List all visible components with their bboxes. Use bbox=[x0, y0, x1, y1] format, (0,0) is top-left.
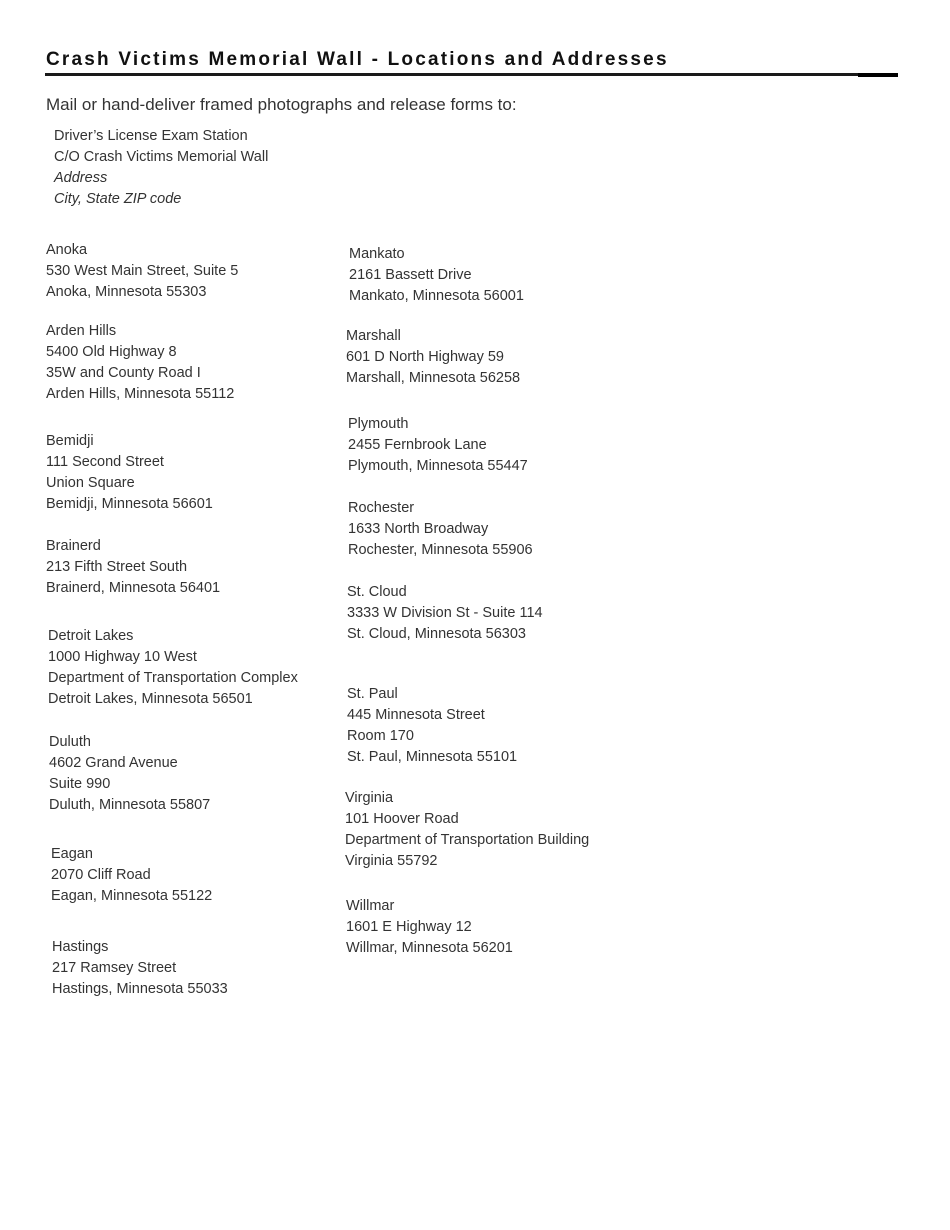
location-name: Virginia bbox=[345, 790, 394, 806]
address-line: Suite 990 bbox=[49, 776, 111, 792]
location-rochester bbox=[348, 498, 533, 561]
address-line: 4602 Grand Avenue bbox=[49, 755, 178, 771]
title-underline-accent bbox=[858, 73, 898, 77]
location-name: Anoka bbox=[46, 242, 88, 258]
address-line: 1633 North Broadway bbox=[348, 521, 489, 537]
address-line: 213 Fifth Street South bbox=[46, 559, 188, 575]
address-line: 2070 Cliff Road bbox=[51, 867, 151, 883]
location-name: Duluth bbox=[49, 734, 91, 750]
address-line: 3333 W Division St - Suite 114 bbox=[347, 605, 543, 621]
location-name: Detroit Lakes bbox=[48, 628, 134, 644]
address-line: 530 West Main Street, Suite 5 bbox=[46, 263, 239, 279]
mailing-address-line: C/O Crash Victims Memorial Wall bbox=[54, 149, 269, 165]
address-line: 5400 Old Highway 8 bbox=[46, 344, 177, 360]
mailing-address-placeholder: City, State ZIP code bbox=[54, 191, 182, 207]
location-hastings bbox=[52, 937, 228, 1000]
mailing-instructions: Mail or hand-deliver framed photographs and release forms to: bbox=[46, 95, 517, 114]
page-title: Crash Victims Memorial Wall - Locations and Addresses bbox=[46, 49, 669, 70]
location-anoka bbox=[46, 240, 238, 303]
address-line: Brainerd, Minnesota 56401 bbox=[46, 580, 221, 596]
location-willmar bbox=[346, 896, 513, 959]
address-line: Department of Transportation Building bbox=[345, 832, 590, 848]
address-line: Willmar, Minnesota 56201 bbox=[346, 940, 513, 956]
address-line: 101 Hoover Road bbox=[345, 811, 459, 827]
address-line: Plymouth, Minnesota 55447 bbox=[348, 458, 528, 474]
address-line: St. Cloud, Minnesota 56303 bbox=[347, 626, 526, 642]
location-marshall bbox=[346, 326, 520, 389]
location-name: St. Paul bbox=[347, 686, 398, 702]
address-line: Detroit Lakes, Minnesota 56501 bbox=[48, 691, 253, 707]
location-name: Plymouth bbox=[348, 416, 409, 432]
location-virginia bbox=[345, 788, 589, 872]
address-line: Duluth, Minnesota 55807 bbox=[49, 797, 211, 813]
address-line: Mankato, Minnesota 56001 bbox=[349, 288, 524, 304]
title-underline bbox=[45, 73, 898, 76]
location-st-cloud bbox=[347, 582, 543, 645]
location-name: Brainerd bbox=[46, 538, 101, 554]
address-line: 111 Second Street bbox=[46, 454, 164, 470]
mailing-address-block bbox=[54, 126, 268, 210]
location-name: Eagan bbox=[51, 846, 93, 862]
location-name: Arden Hills bbox=[46, 323, 117, 339]
address-line: 35W and County Road I bbox=[46, 365, 201, 381]
address-line: 1601 E Highway 12 bbox=[346, 919, 472, 935]
location-mankato bbox=[349, 244, 524, 307]
address-line: 2161 Bassett Drive bbox=[349, 267, 472, 283]
address-line: St. Paul, Minnesota 55101 bbox=[347, 749, 518, 765]
address-line: 601 D North Highway 59 bbox=[346, 349, 504, 365]
location-name: Rochester bbox=[348, 500, 415, 516]
location-name: Mankato bbox=[349, 246, 405, 262]
address-line: 445 Minnesota Street bbox=[347, 707, 485, 723]
address-line: Arden Hills, Minnesota 55112 bbox=[46, 386, 235, 402]
mailing-address-placeholder: Address bbox=[54, 170, 108, 186]
location-eagan bbox=[51, 844, 212, 907]
location-brainerd bbox=[46, 536, 220, 599]
address-line: Rochester, Minnesota 55906 bbox=[348, 542, 533, 558]
mailing-address-line: Driver’s License Exam Station bbox=[54, 128, 248, 144]
address-line: Anoka, Minnesota 55303 bbox=[46, 284, 207, 300]
location-name: Marshall bbox=[346, 328, 401, 344]
location-duluth bbox=[49, 732, 210, 816]
address-line: Eagan, Minnesota 55122 bbox=[51, 888, 213, 904]
location-name: Willmar bbox=[346, 898, 395, 914]
location-name: Bemidji bbox=[46, 433, 94, 449]
address-line: Room 170 bbox=[347, 728, 414, 744]
location-bemidji bbox=[46, 431, 213, 515]
address-line: Bemidji, Minnesota 56601 bbox=[46, 496, 213, 512]
address-line: Union Square bbox=[46, 475, 135, 491]
address-line: Department of Transportation Complex bbox=[48, 670, 298, 686]
address-line: Marshall, Minnesota 56258 bbox=[346, 370, 521, 386]
location-name: Hastings bbox=[52, 939, 109, 955]
address-line: 2455 Fernbrook Lane bbox=[348, 437, 487, 453]
location-name: St. Cloud bbox=[347, 584, 407, 600]
location-detroit-lakes bbox=[48, 626, 298, 710]
location-arden-hills bbox=[46, 321, 234, 405]
address-line: Hastings, Minnesota 55033 bbox=[52, 981, 228, 997]
address-line: 1000 Highway 10 West bbox=[48, 649, 197, 665]
location-st-paul bbox=[347, 684, 517, 768]
address-line: Virginia 55792 bbox=[345, 853, 438, 869]
location-plymouth bbox=[348, 414, 528, 477]
address-line: 217 Ramsey Street bbox=[52, 960, 177, 976]
